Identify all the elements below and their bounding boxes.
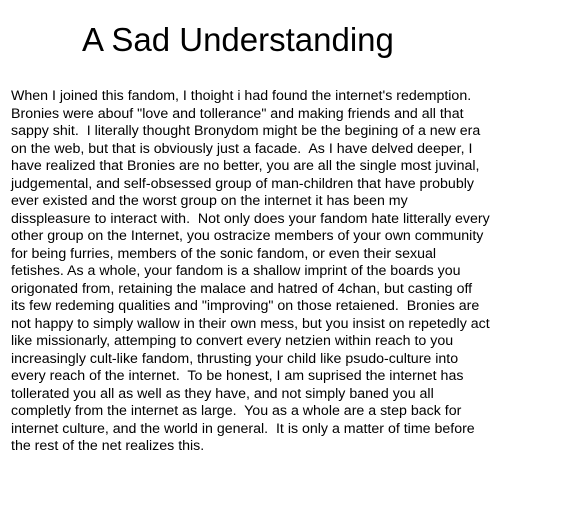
body-line: other group on the Internet, you ostracize members of your own community	[11, 228, 484, 244]
body-line: have realized that Bronies are no better, you are all the single most juvinal,	[11, 158, 480, 174]
body-line: origonated from, retaining the malace and hatred of 4chan, but casting off	[11, 280, 473, 297]
body-line: increasingly cult-like fandom, thrusting your child like psudo-culture into	[11, 350, 459, 367]
body-line: not happy to simply wallow in their own mess, but you insist on repetedly act	[11, 315, 490, 332]
body-line: disspleasure to interact with. Not only does your fandom hate litterally every	[11, 210, 490, 227]
body-line: internet culture, and the world in general. It is only a matter of time before	[11, 420, 475, 437]
body-line: every reach of the internet. To be honest, I am suprised the internet has	[11, 368, 464, 384]
body-line: completly from the internet as large. You as a whole are a step back for	[11, 403, 462, 419]
body-line: the rest of the net realizes this.	[11, 438, 205, 454]
body-line: its few redeming qualities and "improving" on those retaiened. Bronies are	[11, 298, 480, 314]
document-body	[11, 88, 559, 456]
body-line: ever existed and the worst group on the internet it has been my	[11, 193, 408, 209]
body-line: sappy shit. I literally thought Bronydom might be the begining of a new era	[11, 123, 481, 139]
body-line: like missionarly, attemping to convert every netzien within reach to you	[11, 333, 454, 349]
body-line: fetishes. As a whole, your fandom is a shallow imprint of the boards you	[11, 263, 461, 279]
body-line: When I joined this fandom, I thoight i had found the internet's redemption.	[11, 88, 472, 104]
body-line: Bronies were abouf "love and tollerance" and making friends and all that	[11, 105, 464, 122]
document-title: A Sad Understanding	[82, 21, 394, 58]
body-line: on the web, but that is obviously just a facade. As I have delved deeper, I	[11, 140, 473, 157]
body-line: tollerated you all as well as they have, and not simply baned you all	[11, 385, 434, 402]
body-line: for being furries, members of the sonic fandom, or even their sexual	[11, 245, 437, 262]
body-line: judgemental, and self-obsessed group of man-children that have probubly	[11, 175, 474, 192]
